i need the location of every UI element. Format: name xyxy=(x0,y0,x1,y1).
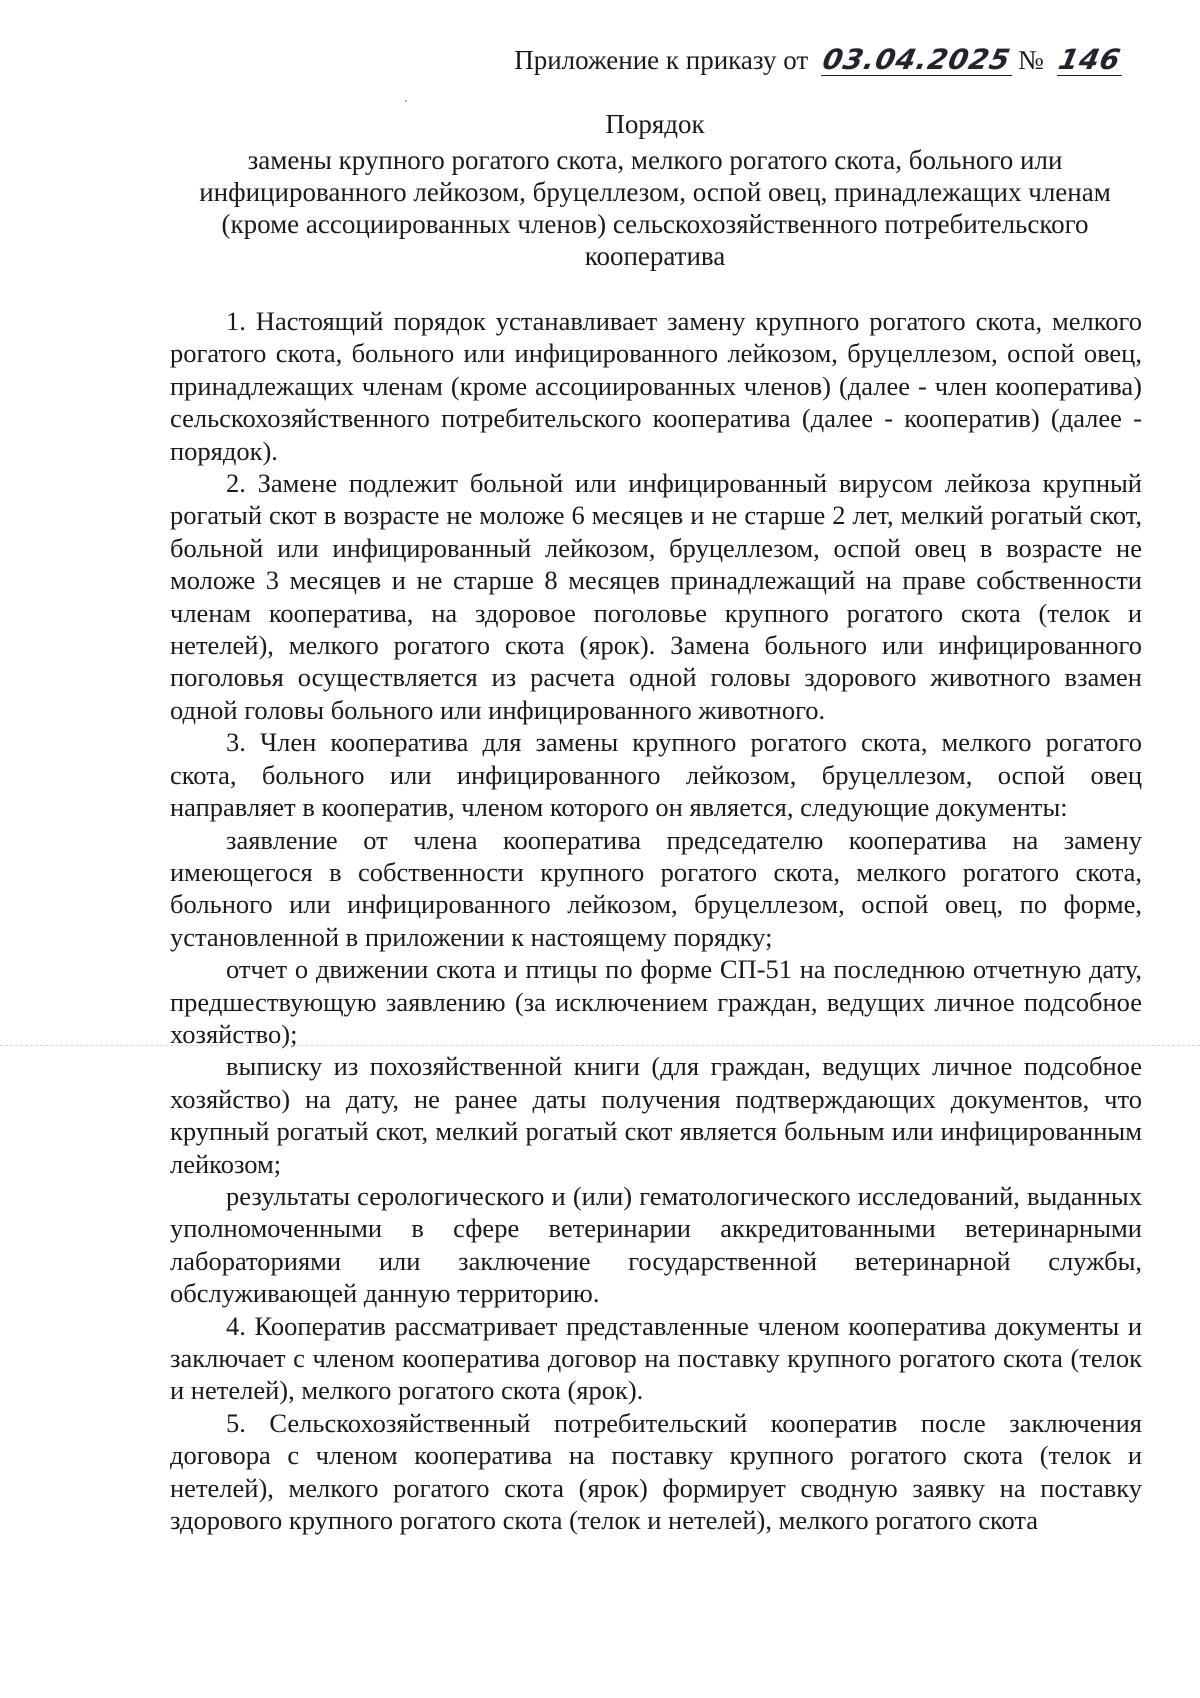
paragraph-5: 5. Сельскохозяйственный потребительский кооператив после заключения договора с членом кооператива на поставку крупного рогатого скота (телок и нетелей), мелкого рогатого скота (ярок) формирует сводную заявку на поставку здорового крупного рогатого скота (телок и нетелей), мелкого рогатого скота xyxy=(170,1407,1142,1536)
order-date: 03.04.2025 xyxy=(819,43,1014,76)
title-line: инфицированного лейкозом, бруцеллезом, оспой овец, принадлежащих членам xyxy=(199,177,1111,207)
document-title xyxy=(160,108,1150,272)
order-date-handwritten xyxy=(821,45,1012,76)
list-item-household-book-extract: выписку из похозяйственной книги (для граждан, ведущих личное подсобное хозяйство) на дату, не ранее даты получения подтверждающих документов, что крупный рогатый скот, мелкий рогатый скот является больным или инфицированным лейкозом; xyxy=(170,1051,1142,1179)
document-body xyxy=(170,305,1142,1536)
title-line: (кроме ассоциированных членов) сельскохозяйственного потребительского xyxy=(221,209,1089,239)
paragraph-2: 2. Замене подлежит больной или инфицированный вирусом лейкоза крупный рогатый скот в возрасте не моложе 6 месяцев и не старше 2 лет, мелкий рогатый скот, больной или инфицированный лейкозом, бруцеллезом, оспой овец в возрасте не моложе 3 месяцев и не старше 8 месяцев принадлежащий на праве собственности членам кооператива, на здоровое поголовье крупного рогатого скота (телок и нетелей), мелкого рогатого скота (ярок). Замена больного или инфицированного поголовья осуществляется из расчета одной головы здорового животного взамен одной головы больного или инфицированного животного. xyxy=(170,468,1142,725)
list-item-sp51-report: отчет о движении скота и птицы по форме СП-51 на последнюю отчетную дату, предшествующую заявлению (за исключением граждан, ведущих личное подсобное хозяйство); xyxy=(170,954,1142,1049)
list-item-application: заявление от члена кооператива председателю кооператива на замену имеющегося в собственности крупного рогатого скота, мелкого рогатого скота, больного или инфицированного лейкозом, бруцеллезом, оспой овец, по форме, установленной в приложении к настоящему порядку; xyxy=(170,824,1142,952)
order-reference-prefix: Приложение к приказу от xyxy=(514,45,809,75)
paragraph-3: 3. Член кооператива для замены крупного рогатого скота, мелкого рогатого скота, больного или инфицированного лейкозом, бруцеллезом, оспой овец направляет в кооператив, членом которого он является, следующие документы: xyxy=(170,727,1142,823)
order-number-handwritten xyxy=(1057,45,1122,76)
paragraph-1: 1. Настоящий порядок устанавливает замену крупного рогатого скота, мелкого рогатого скота, больного или инфицированного лейкозом, бруцеллезом, оспой овец, принадлежащих членам (кроме ассоциированных членов) (далее - член кооператива) сельскохозяйственного потребительского кооператива (далее - кооператив) (далее - порядок). xyxy=(170,306,1142,466)
scan-artifact-line xyxy=(0,1045,1200,1046)
title-line: замены крупного рогатого скота, мелкого рогатого скота, больного или xyxy=(247,145,1063,175)
order-number: 146 xyxy=(1055,43,1124,76)
scan-speck xyxy=(405,100,407,102)
list-item-lab-results: результаты серологического и (или) гематологического исследований, выданных уполномоченными в сфере ветеринарии аккредитованными ветеринарными лабораториями или заключение государственной ветеринарной службы, обслуживающей данную территорию. xyxy=(170,1180,1142,1309)
title-line: кооператива xyxy=(584,241,726,271)
title-heading: Порядок xyxy=(605,109,705,139)
paragraph-4: 4. Кооператив рассматривает представленные членом кооператива документы и заключает с членом кооператива договор на поставку крупного рогатого скота (телок и нетелей), мелкого рогатого скота (ярок). xyxy=(170,1310,1142,1406)
order-reference xyxy=(514,40,1128,80)
number-sign: № xyxy=(1018,45,1044,75)
